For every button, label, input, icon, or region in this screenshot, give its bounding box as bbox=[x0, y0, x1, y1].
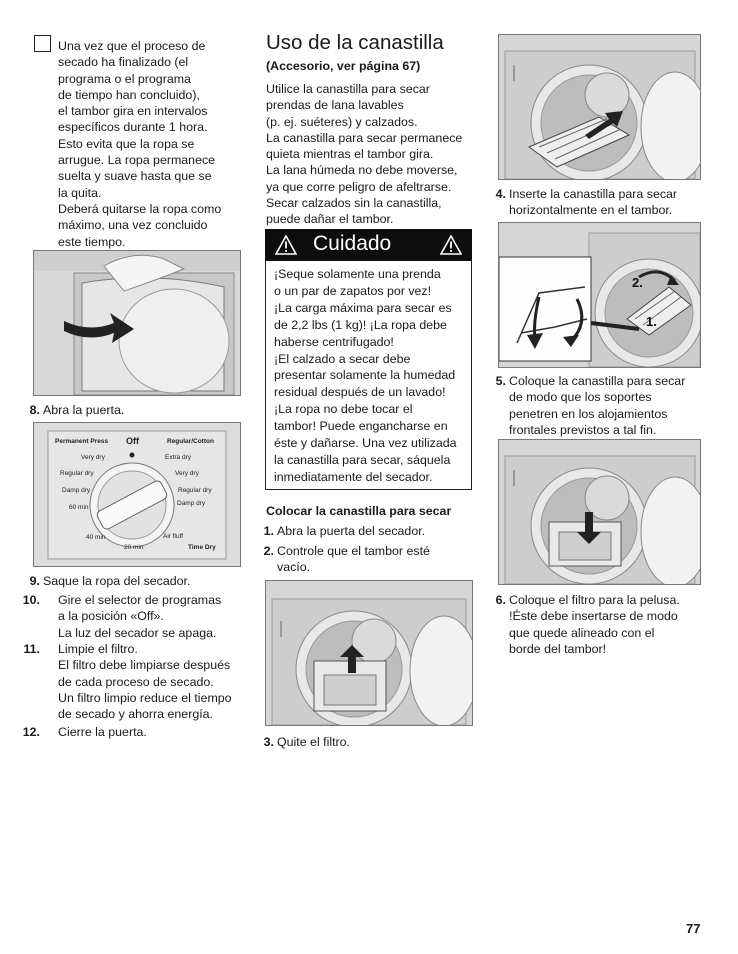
step-number: 5. bbox=[495, 374, 506, 388]
dial-label: Very dry bbox=[81, 454, 105, 461]
figure-open-door bbox=[33, 250, 241, 396]
dial-label: Extra dry bbox=[165, 454, 192, 461]
body-text: Utilice la canastilla para secar prendas de lana lavables (p. ej. suéteres) y calzados. La canastilla para secar permanece quieta mientras el tambor gira. La lana húmeda no debe moverse, ya que corre peligro de afeltrarse. Secar calzados sin la canastilla, puede dañar el tambor. bbox=[266, 82, 463, 227]
checkbox-icon bbox=[34, 35, 51, 52]
dial-label: 20 min bbox=[124, 544, 144, 551]
warning-title: Cuidado bbox=[313, 232, 392, 255]
insert-basket-illustration bbox=[499, 35, 700, 179]
step-text: Quite el filtro. bbox=[277, 735, 350, 749]
step-number: 12. bbox=[22, 725, 40, 739]
step-number: 11. bbox=[23, 642, 40, 656]
position-basket-illustration bbox=[499, 223, 700, 367]
intro-text: Una vez que el proceso de secado ha finalizado (el programa o el programa de tiempo han concluido), el tambor gira en intervalos específicos durante 1 hora. Esto evita que la ropa se arrugue. La ropa permanece suelta y suave hasta que se la quita. Deberá quitarse la ropa como máximo, una vez concluido este tiempo. bbox=[58, 39, 222, 249]
step-number: 6. bbox=[495, 593, 506, 607]
dial-label: Damp dry bbox=[62, 487, 91, 494]
step-number: 1. bbox=[263, 524, 274, 538]
dial-label: Regular dry bbox=[60, 470, 94, 477]
dial-label: Time Dry bbox=[188, 544, 216, 551]
figure-insert-basket bbox=[498, 34, 701, 180]
figure-program-dial bbox=[33, 422, 241, 567]
subsection-heading: Colocar la canastilla para secar bbox=[266, 504, 452, 518]
step-text: Abra la puerta del secador. bbox=[277, 524, 426, 538]
step-text: Limpie el filtro. El filtro debe limpiarse después de cada proceso de secado. Un filtro limpio reduce el tiempo de secado y ahorra energía. bbox=[58, 642, 232, 722]
figure-position-basket bbox=[498, 222, 701, 368]
step-number: 8. bbox=[29, 403, 40, 417]
figure-label-1: 1. bbox=[646, 314, 657, 329]
step-number: 3. bbox=[263, 735, 274, 749]
insert-filter-illustration bbox=[499, 440, 700, 584]
remove-filter-illustration bbox=[266, 581, 472, 725]
step-text: Gire el selector de programas a la posición «Off». La luz del secador se apaga. bbox=[58, 593, 222, 640]
figure-label-2: 2. bbox=[632, 275, 643, 290]
section-subtitle: (Accesorio, ver página 67) bbox=[266, 59, 421, 73]
step-text: Saque la ropa del secador. bbox=[43, 574, 191, 588]
figure-insert-filter bbox=[498, 439, 701, 585]
dial-label: 60 min bbox=[69, 504, 89, 511]
dial-label: 40 min bbox=[86, 534, 106, 541]
figure-remove-filter bbox=[265, 580, 473, 726]
dial-label: Damp dry bbox=[177, 500, 206, 507]
dial-label: Regular dry bbox=[178, 487, 212, 494]
step-text: Inserte la canastilla para secar horizontalmente en el tambor. bbox=[509, 187, 678, 218]
step-text: Coloque la canastilla para secar de modo que los soportes penetren en los alojamientos frontales previstos a tal fin. bbox=[509, 374, 686, 437]
step-number: 10. bbox=[22, 593, 40, 607]
step-number: 9. bbox=[29, 574, 40, 588]
warning-box bbox=[265, 261, 472, 490]
step-number: 2. bbox=[263, 544, 274, 558]
step-text: Cierre la puerta. bbox=[58, 725, 147, 739]
program-dial-illustration bbox=[34, 423, 240, 566]
dial-label: Air fluff bbox=[163, 533, 184, 540]
warning-triangle-icon bbox=[440, 235, 462, 255]
dial-label: Regular/Cotton bbox=[167, 438, 214, 445]
step-text: Controle que el tambor esté vacío. bbox=[277, 544, 430, 575]
warning-header bbox=[265, 229, 472, 261]
step-text: Abra la puerta. bbox=[43, 403, 125, 417]
open-door-illustration bbox=[34, 251, 240, 395]
dial-label: Permanent Press bbox=[55, 438, 109, 445]
dial-label: Off bbox=[126, 436, 139, 446]
warning-triangle-icon bbox=[275, 235, 297, 255]
warning-text: ¡Seque solamente una prenda o un par de zapatos por vez! ¡La carga máxima para secar es de 2,2 lbs (1 kg)! ¡La ropa debe haberse centrifugado! ¡El calzado a secar debe presentar solamente la humedad residual después de un lavado! ¡La ropa no debe tocar el tambor! Puede engancharse en éste y dañarse. Una vez utilizada la canastilla para secar, sáquela inmediatamente del secador. bbox=[274, 267, 457, 484]
page-number: 77 bbox=[686, 921, 701, 936]
step-number: 4. bbox=[495, 187, 506, 201]
section-title: Uso de la canastilla bbox=[266, 31, 444, 54]
dial-label: Very dry bbox=[175, 470, 199, 477]
step-text: Coloque el filtro para la pelusa. !Éste debe insertarse de modo que quede alineado con el borde del tambor! bbox=[509, 593, 680, 656]
